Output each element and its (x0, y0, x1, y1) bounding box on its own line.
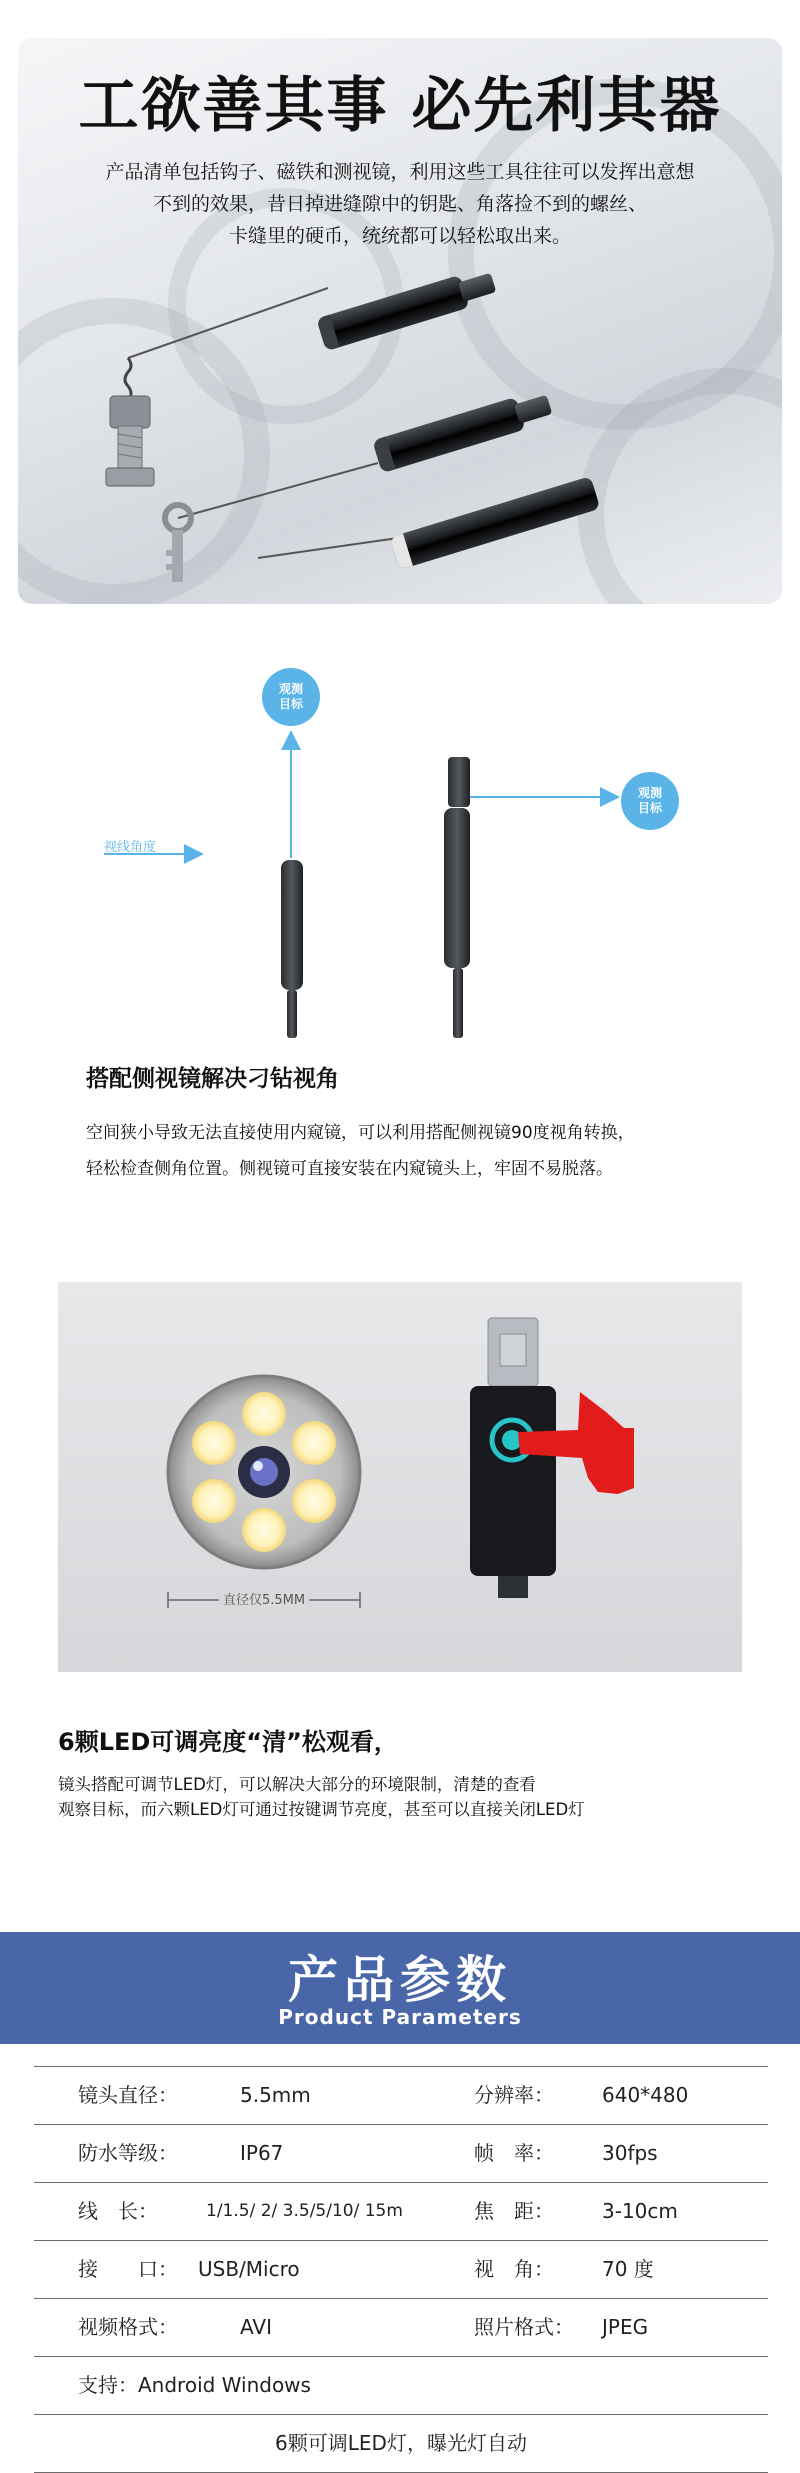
lens-illustration (58, 1282, 742, 1672)
probe-cable (287, 990, 297, 1038)
arrows (0, 640, 800, 1060)
param-label: 线 长： (78, 2199, 158, 2223)
probe-cable (453, 968, 463, 1038)
param-label: 帧 率： (474, 2141, 554, 2165)
table-row (34, 2357, 768, 2415)
params-table (34, 2066, 768, 2473)
intro-line: 不到的效果，昔日掉进缝隙中的钥匙、角落捡不到的螺丝、 (152, 193, 647, 215)
param-value: 5.5mm (240, 2083, 311, 2107)
led-panel (58, 1282, 742, 1672)
led-heading: 6颗LED可调亮度“清”松观看， (58, 1728, 398, 1756)
param-value: 640*480 (602, 2083, 689, 2107)
side-view-line: 轻松检查侧角位置。侧视镜可直接安装在内窥镜头上，牢固不易脱落。 (86, 1159, 613, 1179)
table-row (34, 2299, 768, 2357)
param-value: IP67 (240, 2141, 284, 2165)
param-value: 30fps (602, 2141, 658, 2165)
param-label: 分辨率： (474, 2083, 554, 2107)
led-note: 6颗可调LED灯，曝光灯自动 (275, 2431, 527, 2455)
params-subtitle: Product Parameters (278, 2005, 522, 2029)
support-value: 支持：Android Windows (78, 2373, 311, 2397)
side-view-text (86, 1115, 766, 1187)
table-row (34, 2241, 768, 2299)
param-label: 照片格式： (474, 2315, 574, 2339)
bolt-icon (106, 396, 154, 486)
side-view-probe (444, 808, 470, 968)
side-view-line: 空间狭小导致无法直接使用内窥镜，可以利用搭配侧视镜90度视角转换， (86, 1123, 635, 1143)
led-line: 镜头搭配可调节LED灯，可以解决大部分的环境限制，清楚的查看 (58, 1775, 536, 1794)
param-label: 镜头直径： (78, 2083, 178, 2107)
intro-banner (18, 38, 782, 604)
target-label-right: 观测 目标 (621, 772, 679, 830)
table-row (34, 2125, 768, 2183)
param-label: 接 口： (78, 2257, 178, 2281)
param-value: 70 度 (602, 2257, 654, 2281)
intro-title: 工欲善其事 必先利其器 (78, 71, 722, 141)
table-row (34, 2415, 768, 2473)
param-value: AVI (240, 2315, 272, 2339)
side-mirror-head (448, 757, 470, 807)
target-label-top: 观测 目标 (262, 668, 320, 726)
table-row (34, 2183, 768, 2241)
table-row (34, 2066, 768, 2125)
intro-line: 卡缝里的硬币，统统都可以轻松取出来。 (228, 225, 571, 247)
param-label: 视 角： (474, 2257, 554, 2281)
diameter-label: 直径仅5.5MM (58, 1589, 470, 1608)
key-icon (165, 505, 191, 582)
param-value: 1/1.5/ 2/ 3.5/5/10/ 15m (206, 2201, 403, 2221)
param-label: 防水等级： (78, 2141, 178, 2165)
intro-line: 产品清单包括钩子、磁铁和测视镜，利用这些工具往往可以发挥出意想 (105, 161, 695, 183)
led-line: 观察目标，而六颗LED灯可通过按键调节亮度，甚至可以直接关闭LED灯 (58, 1800, 585, 1819)
param-value: 3-10cm (602, 2199, 678, 2223)
side-view-heading: 搭配侧视镜解决刁钻视角 (86, 1066, 339, 1092)
param-value: USB/Micro (198, 2257, 300, 2281)
straight-probe (281, 860, 303, 990)
params-title: 产品参数 (288, 1951, 512, 2009)
param-label: 焦 距： (474, 2199, 554, 2223)
param-value: JPEG (602, 2315, 649, 2339)
params-header-band (0, 1932, 800, 2044)
param-label: 视频格式： (78, 2315, 178, 2339)
led-text (58, 1772, 758, 1822)
sight-angle-label: 视线角度 (104, 840, 157, 855)
